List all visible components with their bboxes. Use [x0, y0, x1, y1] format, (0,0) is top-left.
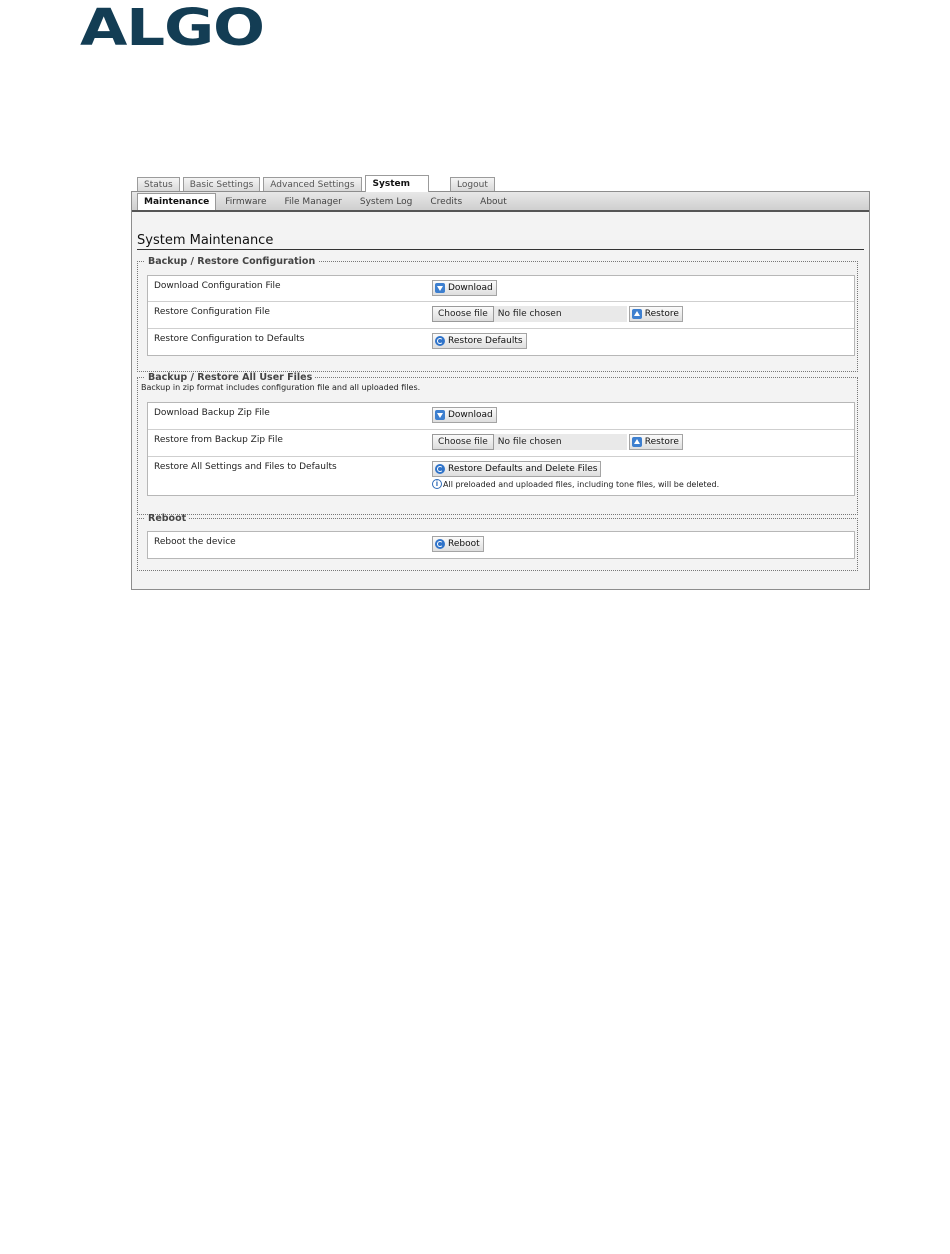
upload-arrow-icon [632, 309, 642, 319]
choose-file-button[interactable]: Choose file [432, 306, 494, 322]
warning-text: All preloaded and uploaded files, including tone files, will be deleted. [443, 479, 720, 489]
subnav-system-log[interactable]: System Log [359, 197, 413, 207]
download-config-label: Download Configuration File [154, 281, 281, 291]
refresh-icon [435, 539, 445, 549]
button-label: Restore Defaults and Delete Files [448, 464, 598, 474]
download-zip-row [148, 403, 854, 430]
tab-status[interactable]: Status [137, 177, 180, 192]
restore-defaults-delete-files-button[interactable] [432, 461, 601, 477]
tab-basic-settings[interactable]: Basic Settings [183, 177, 261, 192]
tab-system[interactable]: System [365, 175, 430, 192]
reboot-label: Reboot the device [154, 537, 236, 547]
download-zip-ctrl [432, 407, 497, 423]
button-label: Reboot [448, 539, 480, 549]
main-tabs [137, 175, 498, 192]
reboot-row [148, 532, 854, 558]
backup-restore-all-files-section [137, 372, 858, 515]
tab-logout[interactable]: Logout [450, 177, 495, 192]
restore-defaults-label: Restore Configuration to Defaults [154, 334, 305, 344]
subnav-about[interactable]: About [480, 197, 507, 207]
all-files-rows [147, 402, 855, 496]
subnav-credits[interactable]: Credits [430, 197, 463, 207]
sub-navigation [132, 192, 869, 212]
backup-restore-config-section [137, 256, 858, 372]
reboot-ctrl [432, 536, 484, 552]
info-icon: i [432, 479, 442, 489]
download-zip-button[interactable] [432, 407, 497, 423]
file-name-display: No file chosen [494, 306, 627, 322]
section-legend: Backup / Restore All User Files [148, 372, 313, 383]
upload-arrow-icon [632, 437, 642, 447]
content-frame [131, 191, 870, 590]
config-file-input[interactable] [432, 306, 629, 322]
section-description: Backup in zip format includes configuration file and all uploaded files. [141, 383, 421, 392]
subnav-firmware[interactable]: Firmware [225, 197, 267, 207]
restore-defaults-row [148, 329, 854, 355]
button-label: Restore [644, 309, 679, 319]
subnav-file-manager[interactable]: File Manager [284, 197, 342, 207]
file-name-display: No file chosen [494, 434, 627, 450]
restore-defaults-ctrl [432, 333, 527, 349]
download-arrow-icon [435, 283, 445, 293]
tab-advanced-settings[interactable]: Advanced Settings [263, 177, 361, 192]
button-label: Download [448, 283, 493, 293]
reboot-rows [147, 531, 855, 559]
download-config-row [148, 276, 854, 302]
restore-config-label: Restore Configuration File [154, 307, 270, 317]
restore-zip-row [148, 430, 854, 457]
reboot-button[interactable] [432, 536, 484, 552]
restore-all-defaults-row [148, 457, 854, 495]
restore-all-defaults-label: Restore All Settings and Files to Defaults [154, 462, 337, 472]
subnav-maintenance[interactable]: Maintenance [137, 193, 216, 210]
config-rows [147, 275, 855, 356]
restore-zip-ctrl [432, 434, 683, 450]
restore-config-button[interactable] [629, 306, 683, 322]
delete-warning [432, 479, 719, 489]
refresh-icon [435, 336, 445, 346]
page-title: System Maintenance [137, 233, 864, 250]
zip-file-input[interactable] [432, 434, 629, 450]
download-config-ctrl [432, 280, 497, 296]
section-legend: Reboot [148, 513, 187, 524]
reboot-section [137, 513, 858, 571]
download-config-button[interactable] [432, 280, 497, 296]
restore-defaults-button[interactable] [432, 333, 527, 349]
restore-zip-label: Restore from Backup Zip File [154, 435, 283, 445]
web-ui-screenshot [131, 175, 870, 590]
button-label: Restore Defaults [448, 336, 523, 346]
restore-config-ctrl [432, 306, 683, 322]
button-label: Restore [644, 437, 679, 447]
button-label: Download [448, 410, 493, 420]
download-zip-label: Download Backup Zip File [154, 408, 270, 418]
section-legend: Backup / Restore Configuration [148, 256, 316, 267]
choose-file-button[interactable]: Choose file [432, 434, 494, 450]
restore-zip-button[interactable] [629, 434, 683, 450]
download-arrow-icon [435, 410, 445, 420]
refresh-icon [435, 464, 445, 474]
restore-config-row [148, 302, 854, 329]
restore-all-defaults-ctrl [432, 461, 601, 477]
algo-logo: ALGO [80, 0, 264, 58]
